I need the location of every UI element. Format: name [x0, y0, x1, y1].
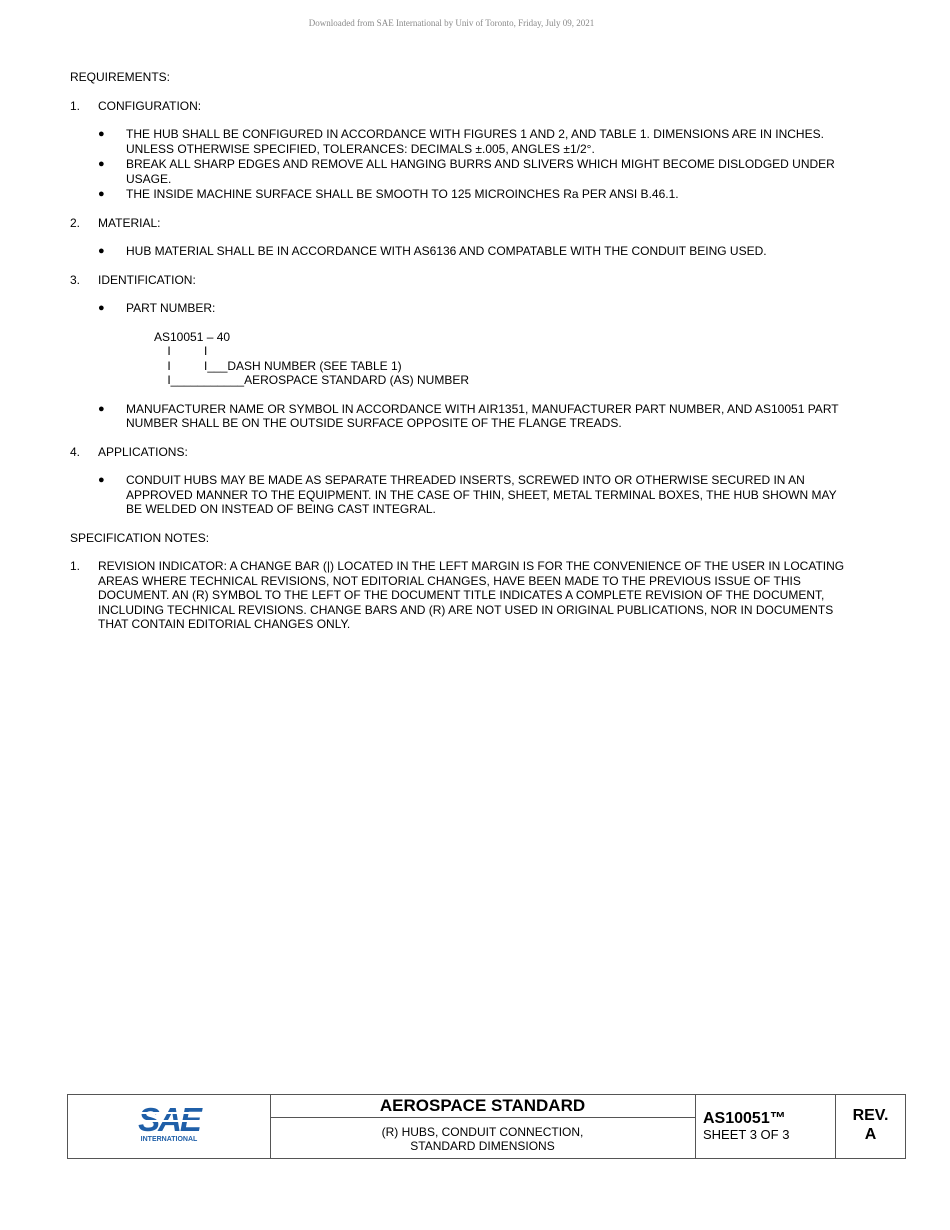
sheet-number: SHEET 3 OF 3: [703, 1127, 790, 1142]
section-title: CONFIGURATION:: [98, 98, 202, 113]
sae-logo: [68, 1095, 271, 1158]
configuration-bullets: [98, 127, 850, 202]
list-item: [98, 402, 850, 431]
bullet-text: HUB MATERIAL SHALL BE IN ACCORDANCE WITH AS6136 AND COMPATABLE WITH THE CONDUIT BEING USED.: [126, 244, 767, 258]
title-cell: [270, 1095, 696, 1158]
part-number-diagram: [154, 330, 850, 388]
title-line: (R) HUBS, CONDUIT CONNECTION,: [381, 1125, 584, 1139]
sae-logo-icon: [68, 1095, 270, 1158]
part-number-line: I I___DASH NUMBER (SEE TABLE 1): [154, 358, 402, 373]
section-identification: [70, 273, 850, 288]
bullet-text: BREAK ALL SHARP EDGES AND REMOVE ALL HANGING BURRS AND SLIVERS WHICH MIGHT BECOME DISLODGED UNDER USAGE.: [126, 157, 835, 186]
section-number: 3.: [70, 272, 81, 287]
section-title: IDENTIFICATION:: [98, 272, 196, 287]
section-number: 4.: [70, 444, 81, 459]
logo-subtext: INTERNATIONAL: [140, 1136, 198, 1143]
bullet-icon: ●: [98, 158, 105, 170]
title-block: [67, 1094, 906, 1159]
list-item: [98, 473, 850, 517]
section-material: [70, 216, 850, 231]
download-notice: Downloaded from SAE International by Univ of Toronto, Friday, July 09, 2021: [308, 18, 595, 28]
identification-bullets-2: [98, 402, 850, 431]
bullet-text: PART NUMBER:: [126, 301, 216, 315]
material-bullets: [98, 244, 850, 259]
revision-cell: [836, 1095, 905, 1158]
section-applications: [70, 445, 850, 460]
bullet-icon: ●: [98, 474, 105, 486]
list-item: [98, 244, 850, 259]
identification-bullets: [98, 301, 850, 316]
rev-label: REV.: [852, 1107, 889, 1124]
spec-notes-heading: SPECIFICATION NOTES:: [70, 530, 210, 545]
title-line: STANDARD DIMENSIONS: [410, 1139, 555, 1153]
standard-type: AEROSPACE STANDARD: [270, 1095, 695, 1118]
section-configuration: [70, 99, 850, 114]
rev-value: A: [864, 1126, 877, 1143]
applications-bullets: [98, 473, 850, 517]
bullet-icon: ●: [98, 302, 105, 314]
section-title: APPLICATIONS:: [98, 444, 188, 459]
list-item: [98, 187, 850, 202]
part-number-line: I___________AEROSPACE STANDARD (AS) NUMBER: [154, 373, 469, 387]
bullet-text: THE INSIDE MACHINE SURFACE SHALL BE SMOOTH TO 125 MICROINCHES Ra PER ANSI B.46.1.: [126, 187, 679, 201]
bullet-icon: ●: [98, 128, 105, 140]
list-item: [98, 127, 850, 156]
section-number: 2.: [70, 215, 81, 230]
bullet-icon: ●: [98, 402, 105, 415]
part-number-line: I I: [154, 344, 208, 358]
bullet-icon: ●: [98, 188, 105, 200]
note-text: REVISION INDICATOR: A CHANGE BAR (|) LOCATED IN THE LEFT MARGIN IS FOR THE CONVENIENCE OF THE USER IN LOCATING AREAS WHERE TECHNICAL REVISIONS, NOT EDITORIAL CHANGES, HAVE BEEN MADE TO THE PREVIOUS ISSUE OF THIS DOCUMENT. AN (R) SYMBOL TO THE LEFT OF THE DOCUMENT TITLE INDICATES A COMPLETE REVISION OF THE DOCUMENT, INCLUDING TECHNICAL REVISIONS. CHANGE BARS AND (R) ARE NOT USED IN ORIGINAL PUBLICATIONS, NOR IN DOCUMENTS THAT CONTAIN EDITORIAL CHANGES ONLY.: [98, 559, 845, 631]
list-item: [98, 301, 850, 316]
requirements-heading: REQUIREMENTS:: [70, 70, 171, 84]
section-title: MATERIAL:: [98, 215, 161, 230]
spec-note-item: [70, 559, 850, 632]
document-body: [70, 70, 850, 646]
bullet-icon: ●: [98, 245, 105, 257]
part-number-line: AS10051 – 40: [154, 329, 231, 344]
bullet-text: CONDUIT HUBS MAY BE MADE AS SEPARATE THREADED INSERTS, SCREWED INTO OR OTHERWISE SECURED IN AN APPROVED MANNER TO THE EQUIPMENT. IN THE CASE OF THIN, SHEET, METAL TERMINAL BOXES, THE HUB SHOWN MAY BE WELDED ON INSTEAD OF BEING CAST INTEGRAL.: [126, 473, 837, 516]
doc-number-cell: [695, 1095, 836, 1158]
logo-letters: SAE: [138, 1101, 200, 1138]
bullet-text: THE HUB SHALL BE CONFIGURED IN ACCORDANCE WITH FIGURES 1 AND 2, AND TABLE 1. DIMENSIONS ARE IN INCHES. UNLESS OTHERWISE SPECIFIED, TOLERANCES: DECIMALS ±.005, ANGLES ±1/2°.: [126, 127, 824, 156]
note-number: 1.: [70, 559, 81, 573]
doc-number: AS10051™: [703, 1110, 786, 1127]
bullet-text: MANUFACTURER NAME OR SYMBOL IN ACCORDANCE WITH AIR1351, MANUFACTURER PART NUMBER, AND AS10051 PART NUMBER SHALL BE ON THE OUTSIDE SURFACE OPPOSITE OF THE FLANGE TREADS.: [126, 401, 839, 430]
document-title: [270, 1118, 695, 1153]
list-item: [98, 157, 850, 186]
section-number: 1.: [70, 98, 81, 113]
